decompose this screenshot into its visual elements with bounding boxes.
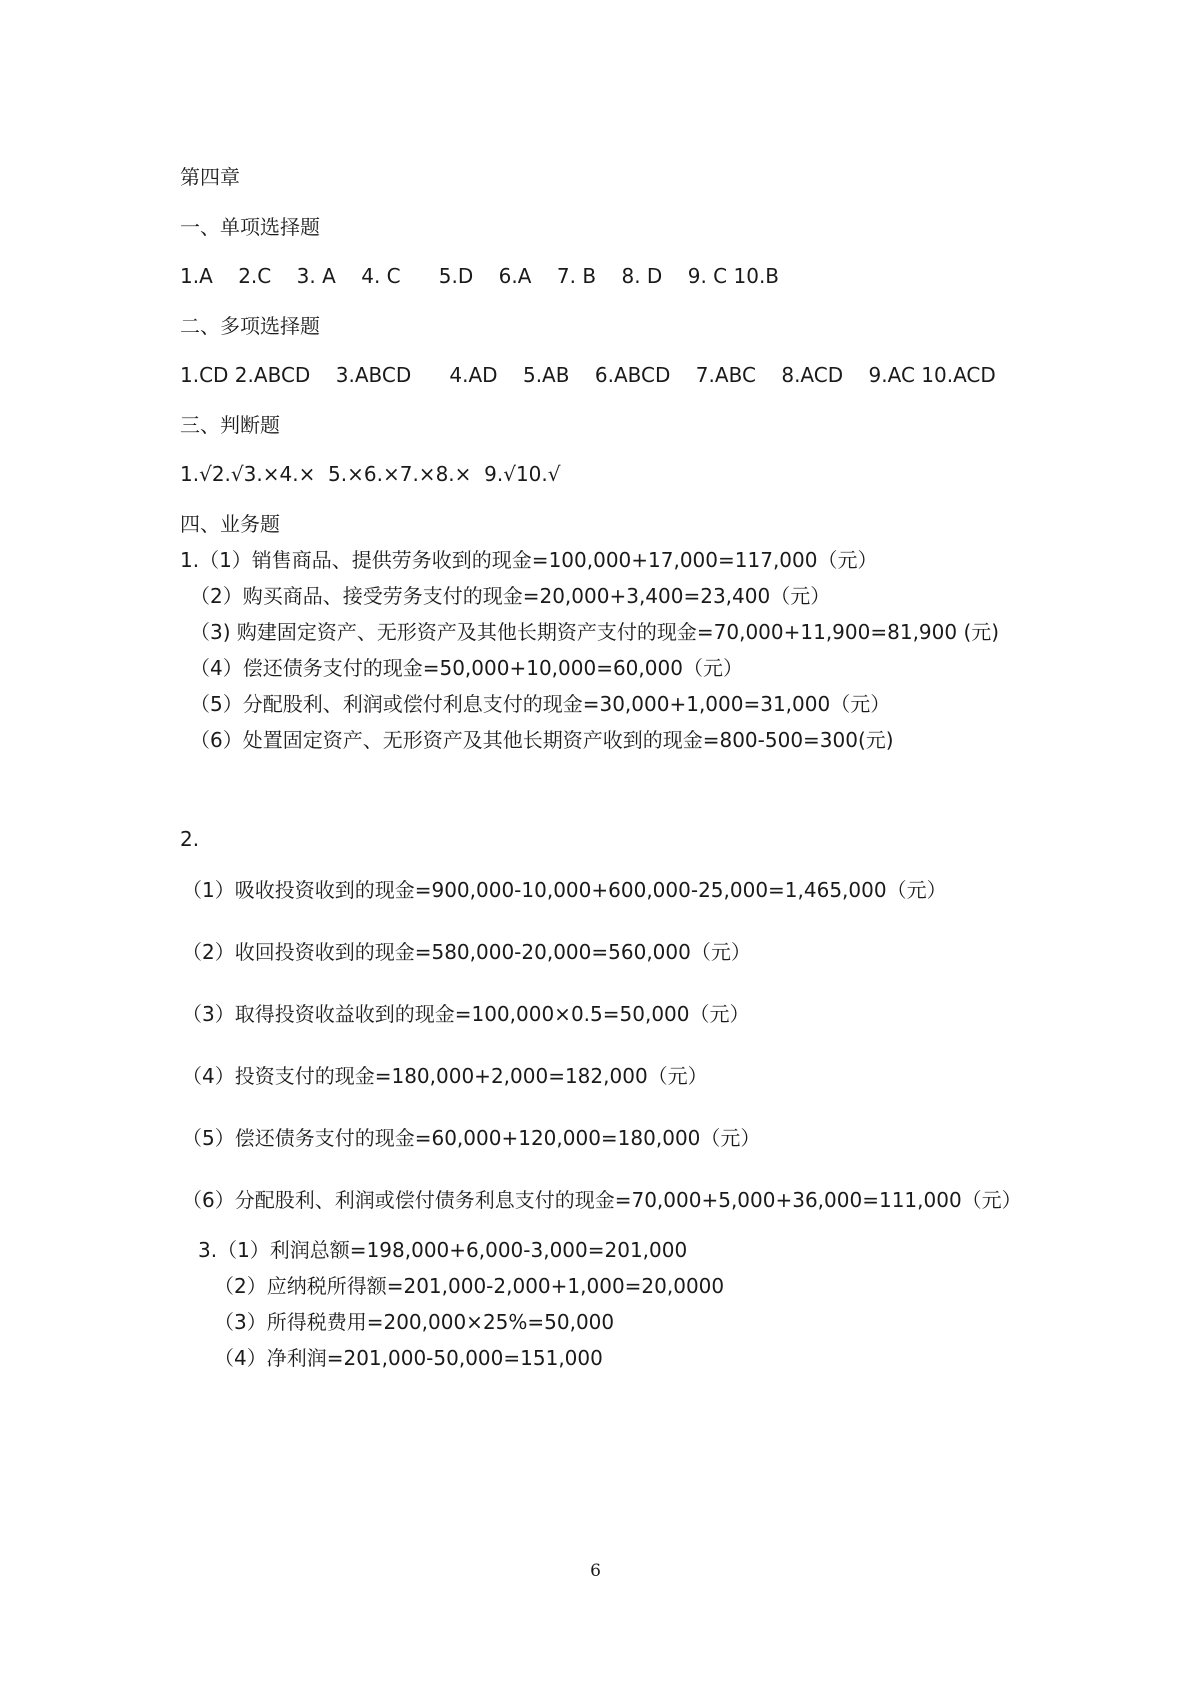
- q1-line: （6）处置固定资产、无形资产及其他长期资产收到的现金=800-500=300(元): [190, 728, 894, 752]
- q1-line: （3) 购建固定资产、无形资产及其他长期资产支付的现金=70,000+11,900=81,900 (元): [190, 620, 1000, 644]
- q2-line: （5）偿还债务支付的现金=60,000+120,000=180,000（元）: [182, 1126, 761, 1150]
- q2-line: （6）分配股利、利润或偿付债务利息支付的现金=70,000+5,000+36,000=111,000（元）: [182, 1188, 1022, 1212]
- section-heading-single-choice: 一、单项选择题: [180, 215, 320, 239]
- q1-line: 1.（1）销售商品、提供劳务收到的现金=100,000+17,000=117,000（元）: [180, 548, 878, 572]
- q2-line: （1）吸收投资收到的现金=900,000-10,000+600,000-25,000=1,465,000（元）: [182, 878, 947, 902]
- q3-line: （3）所得税费用=200,000×25%=50,000: [214, 1310, 615, 1334]
- section-heading-business: 四、业务题: [180, 512, 280, 536]
- q3-line: （4）净利润=201,000-50,000=151,000: [214, 1346, 603, 1370]
- q2-line: （3）取得投资收益收到的现金=100,000×0.5=50,000（元）: [182, 1002, 750, 1026]
- page-number: 6: [590, 1561, 601, 1581]
- q3-line: （2）应纳税所得额=201,000-2,000+1,000=20,0000: [214, 1274, 725, 1298]
- q3-line: 3.（1）利润总额=198,000+6,000-3,000=201,000: [198, 1238, 688, 1262]
- q1-line: （5）分配股利、利润或偿付利息支付的现金=30,000+1,000=31,000（元）: [190, 692, 891, 716]
- q1-line: （4）偿还债务支付的现金=50,000+10,000=60,000（元）: [190, 656, 743, 680]
- true-false-answers: 1.√2.√3.×4.× 5.×6.×7.×8.× 9.√10.√: [180, 462, 561, 486]
- q2-line: （2）收回投资收到的现金=580,000-20,000=560,000（元）: [182, 940, 751, 964]
- chapter-title: 第四章: [180, 165, 240, 189]
- q1-line: （2）购买商品、接受劳务支付的现金=20,000+3,400=23,400（元）: [190, 584, 831, 608]
- section-heading-true-false: 三、判断题: [180, 413, 280, 437]
- multiple-choice-answers: 1.CD 2.ABCD 3.ABCD 4.AD 5.AB 6.ABCD 7.ABC 8.ACD 9.AC 10.ACD: [180, 363, 996, 387]
- q2-line: （4）投资支付的现金=180,000+2,000=182,000（元）: [182, 1064, 708, 1088]
- section-heading-multiple-choice: 二、多项选择题: [180, 314, 320, 338]
- q2-label: 2.: [180, 827, 200, 851]
- single-choice-answers: 1.A 2.C 3. A 4. C 5.D 6.A 7. B 8. D 9. C 10.B: [180, 264, 780, 288]
